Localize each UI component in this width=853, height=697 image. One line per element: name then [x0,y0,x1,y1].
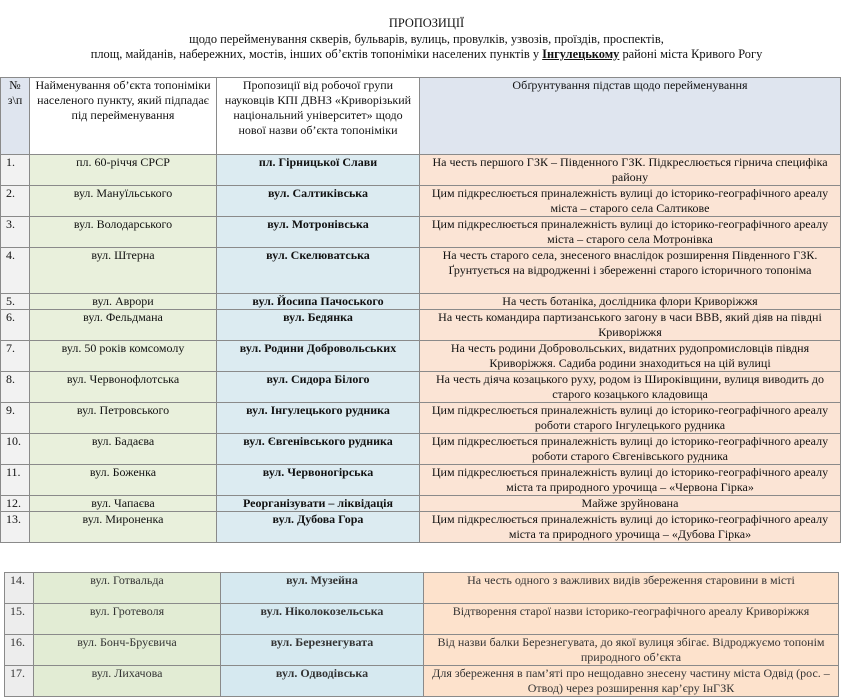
proposed-name-cell: пл. Гірницької Слави [217,155,420,186]
table-body [1,155,841,543]
old-name-cell: вул. Лихачова [34,666,221,697]
proposed-name-cell: вул. Скелюватська [217,248,420,294]
table-row [1,310,841,341]
proposed-name-cell: вул. Одводівська [221,666,424,697]
table-row [1,512,841,543]
row-number-cell: 13. [1,512,30,543]
old-name-cell: вул. Боженка [30,465,217,496]
old-name-cell: вул. Петровського [30,403,217,434]
table-row [1,403,841,434]
justification-cell: На честь старого села, знесеного внаслідок розширення Південного ГЗК. Ґрунтується на відродженні і збереженні старого історичного топоніма [420,248,841,294]
justification-cell: На честь командира партизанського загону в часи ВВВ, який діяв на півдні Криворіжжя [420,310,841,341]
proposed-name-cell: вул. Червоногірська [217,465,420,496]
title-subtitle-line-3 [0,47,853,63]
table-row [1,465,841,496]
old-name-cell: вул. Володарського [30,217,217,248]
proposed-name-cell: вул. Інгулецького рудника [217,403,420,434]
old-name-cell: вул. Аврори [30,294,217,310]
title-subtitle-line: щодо перейменування скверів, бульварів, вулиць, провулків, узвозів, проїздів, проспектів, [189,31,664,46]
justification-cell: На честь ботаніка, дослідника флори Криворіжжя [420,294,841,310]
proposals-table [0,77,841,543]
justification-cell: Від назви балки Березнегувата, до якої вулиця збігає. Відроджуємо топонім природного об’єкта [424,635,839,666]
header-number: № з\п [1,78,30,155]
row-number-cell: 16. [5,635,34,666]
table-row [1,372,841,403]
row-number-cell: 3. [1,217,30,248]
proposed-name-cell: вул. Бедянка [217,310,420,341]
proposed-name-cell: вул. Дубова Гора [217,512,420,543]
proposed-name-cell: вул. Березнегувата [221,635,424,666]
row-number-cell: 8. [1,372,30,403]
table-body-continued [5,573,839,697]
header-proposal: Пропозиції від робочої групи науковців КПІ ДВНЗ «Криворізький національний університет» щодо нової назви об’єкта топоніміки [217,78,420,155]
proposals-table-continued [4,572,839,697]
old-name-cell: вул. Червонофлотська [30,372,217,403]
proposed-name-cell: вул. Салтиківська [217,186,420,217]
proposed-name-cell: вул. Мотронівська [217,217,420,248]
table-row [1,294,841,310]
table-header-row [1,78,841,155]
old-name-cell: вул. Чапаєва [30,496,217,512]
justification-cell: На честь діяча козацького руху, родом із Широківщини, вулиця виводить до старого козацького кладовища [420,372,841,403]
row-number-cell: 7. [1,341,30,372]
justification-cell: Майже зруйнована [420,496,841,512]
row-number-cell: 6. [1,310,30,341]
proposed-name-cell: вул. Музейна [221,573,424,604]
title-line3-post: районі міста Кривого Рогу [622,47,763,61]
row-number-cell: 1. [1,155,30,186]
justification-cell: Цим підкреслюється приналежність вулиці до історико-географічного ареалу міста та природного урочища – «Червона Гірка» [420,465,841,496]
justification-cell: Цим підкреслюється приналежність вулиці до історико-географічного ареалу міста – старого села Салтикове [420,186,841,217]
document-title [0,16,853,63]
proposed-name-cell: вул. Йосипа Пачоського [217,294,420,310]
justification-cell: Відтворення старої назви історико-географічного ареалу Криворіжжя [424,604,839,635]
row-number-cell: 5. [1,294,30,310]
row-number-cell: 11. [1,465,30,496]
row-number-cell: 14. [5,573,34,604]
table-row [5,604,839,635]
old-name-cell: вул. Мироненка [30,512,217,543]
old-name-cell: вул. Бадаєва [30,434,217,465]
old-name-cell: пл. 60-річчя СРСР [30,155,217,186]
justification-cell: Цим підкреслюється приналежність вулиці до історико-географічного ареалу міста – старого села Мотронівка [420,217,841,248]
row-number-cell: 15. [5,604,34,635]
title-line3-pre: площ, майданів, набережних, мостів, інших об’єктів топоніміки населених пунктів у [90,47,540,61]
table-row [1,155,841,186]
row-number-cell: 17. [5,666,34,697]
proposed-name-cell: вул. Сидора Білого [217,372,420,403]
old-name-cell: вул. Бонч-Бруєвича [34,635,221,666]
row-number-cell: 12. [1,496,30,512]
row-number-cell: 10. [1,434,30,465]
table-row [5,573,839,604]
table-row [5,635,839,666]
title-heading: ПРОПОЗИЦІЇ [388,16,465,30]
justification-cell: Цим підкреслюється приналежність вулиці до історико-географічного ареалу роботи старого Інгулецького рудника [420,403,841,434]
row-number-cell: 4. [1,248,30,294]
proposed-name-cell: Реорганізувати – ліквідація [217,496,420,512]
justification-cell: На честь одного з важливих видів збереження старовини в місті [424,573,839,604]
title-district: Інгулецькому [542,47,620,61]
table-row [1,248,841,294]
justification-cell: На честь родини Добровольських, видатних рудопромисловців півдня Криворіжжя. Садиба родини знаходиться на цій вулиці [420,341,841,372]
table-row [1,341,841,372]
old-name-cell: вул. 50 років комсомолу [30,341,217,372]
header-justification: Обґрунтування підстав щодо перейменування [420,78,841,155]
table-row [1,217,841,248]
old-name-cell: вул. Фельдмана [30,310,217,341]
table-row [5,666,839,697]
row-number-cell: 2. [1,186,30,217]
old-name-cell: вул. Гротеволя [34,604,221,635]
old-name-cell: вул. Штерна [30,248,217,294]
old-name-cell: вул. Мануїльського [30,186,217,217]
proposed-name-cell: вул. Ніколокозельська [221,604,424,635]
old-name-cell: вул. Готвальда [34,573,221,604]
justification-cell: На честь першого ГЗК – Південного ГЗК. Підкреслюється гірнича специфіка району [420,155,841,186]
table-row [1,186,841,217]
row-number-cell: 9. [1,403,30,434]
justification-cell: Цим підкреслюється приналежність вулиці до історико-географічного ареалу міста та природного урочища – «Дубова Гірка» [420,512,841,543]
header-object: Найменування об’єкта топоніміки населеного пункту, який підпадає під перейменування [30,78,217,155]
proposed-name-cell: вул. Євгенівського рудника [217,434,420,465]
table-row [1,434,841,465]
table-row [1,496,841,512]
justification-cell: Цим підкреслюється приналежність вулиці до історико-географічного ареалу роботи старого Євгенівського рудника [420,434,841,465]
justification-cell: Для збереження в пам’яті про нещодавно знесену частину міста Одвід (рос. – Отвод) через розширення кар’єру ІнГЗК [424,666,839,697]
proposed-name-cell: вул. Родини Добровольських [217,341,420,372]
